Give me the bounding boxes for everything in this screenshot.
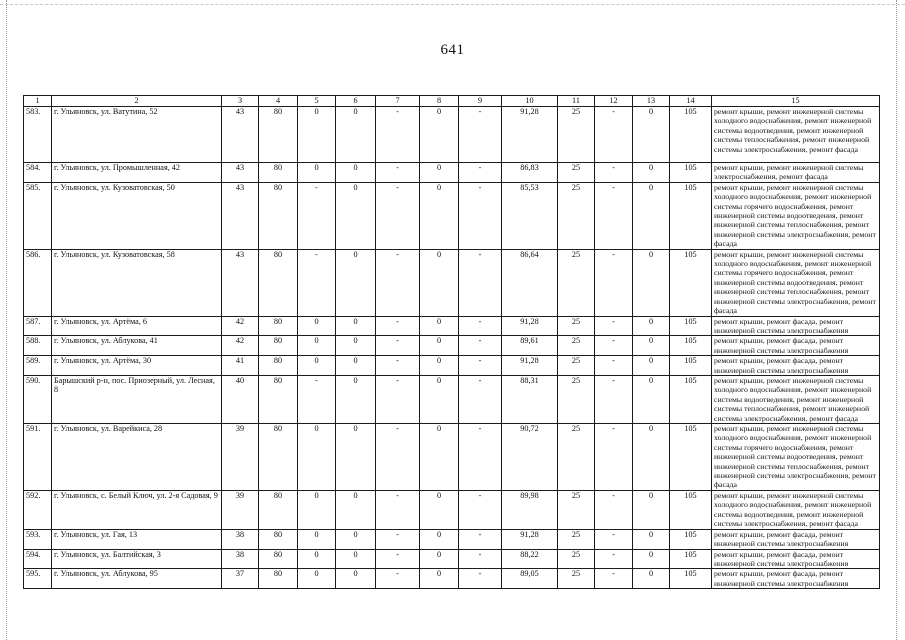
value-cell: 25 xyxy=(558,163,595,183)
value-cell: 0 xyxy=(633,356,670,376)
value-cell: 105 xyxy=(670,375,712,423)
value-cell: 0 xyxy=(298,549,336,569)
value-cell: 0 xyxy=(420,107,459,163)
table-row xyxy=(24,316,880,336)
value-cell: 43 xyxy=(222,163,259,183)
table-row xyxy=(24,529,880,549)
row-number: 588. xyxy=(24,336,52,356)
address-cell: г. Ульяновск, ул. Варейкиса, 28 xyxy=(52,423,222,490)
value-cell: 0 xyxy=(298,490,336,529)
works-cell: ремонт крыши, ремонт инженерной системы холодного водоснабжения, ремонт инженерной системы водоотведения, ремонт инженерной системы теплоснабжения, ремонт инженерной системы электроснабжения, ремонт фасада xyxy=(712,375,880,423)
value-cell: 25 xyxy=(558,529,595,549)
works-cell: ремонт крыши, ремонт фасада, ремонт инженерной системы электроснабжения xyxy=(712,356,880,376)
value-cell: 80 xyxy=(259,375,298,423)
value-cell: - xyxy=(595,107,633,163)
value-cell: 91,28 xyxy=(502,316,558,336)
column-header: 12 xyxy=(595,96,633,107)
address-cell: Барышский р-н, пос. Приозерный, ул. Лесная, 8 xyxy=(52,375,222,423)
value-cell: 0 xyxy=(420,529,459,549)
value-cell: 105 xyxy=(670,423,712,490)
value-cell: 25 xyxy=(558,316,595,336)
value-cell: 0 xyxy=(633,249,670,316)
value-cell: 43 xyxy=(222,107,259,163)
value-cell: 80 xyxy=(259,569,298,589)
address-cell: г. Ульяновск, ул. Аблукова, 95 xyxy=(52,569,222,589)
value-cell: 0 xyxy=(336,316,376,336)
value-cell: 0 xyxy=(298,163,336,183)
value-cell: 80 xyxy=(259,549,298,569)
value-cell: - xyxy=(595,375,633,423)
value-cell: 0 xyxy=(420,549,459,569)
table-row xyxy=(24,490,880,529)
address-cell: г. Ульяновск, ул. Кузоватовская, 50 xyxy=(52,182,222,249)
address-cell: г. Ульяновск, с. Белый Ключ, ул. 2-я Садовая, 9 xyxy=(52,490,222,529)
value-cell: 105 xyxy=(670,163,712,183)
value-cell: 80 xyxy=(259,316,298,336)
works-cell: ремонт крыши, ремонт инженерной системы холодного водоснабжения, ремонт инженерной системы водоотведения, ремонт инженерной системы электроснабжения, ремонт фасада xyxy=(712,490,880,529)
value-cell: 0 xyxy=(336,182,376,249)
column-header: 10 xyxy=(502,96,558,107)
value-cell: - xyxy=(595,569,633,589)
scan-top-edge xyxy=(0,4,905,5)
value-cell: 105 xyxy=(670,529,712,549)
value-cell: - xyxy=(459,336,502,356)
value-cell: 41 xyxy=(222,356,259,376)
value-cell: - xyxy=(376,549,420,569)
value-cell: 0 xyxy=(633,107,670,163)
value-cell: 25 xyxy=(558,569,595,589)
value-cell: 86,83 xyxy=(502,163,558,183)
works-cell: ремонт крыши, ремонт инженерной системы холодного водоснабжения, ремонт инженерной системы горячего водоснабжения, ремонт инженерной системы водоотведения, ремонт инженерной системы теплоснабжения, ремонт инженерной системы электроснабжения, ремонт фасада xyxy=(712,423,880,490)
value-cell: 0 xyxy=(298,423,336,490)
value-cell: 0 xyxy=(420,163,459,183)
value-cell: 80 xyxy=(259,182,298,249)
value-cell: - xyxy=(459,182,502,249)
row-number: 593. xyxy=(24,529,52,549)
column-header: 3 xyxy=(222,96,259,107)
value-cell: 25 xyxy=(558,549,595,569)
value-cell: 0 xyxy=(336,423,376,490)
value-cell: 0 xyxy=(420,375,459,423)
value-cell: 0 xyxy=(298,529,336,549)
scan-left-margin-line xyxy=(6,0,7,640)
column-header: 1 xyxy=(24,96,52,107)
value-cell: 0 xyxy=(633,375,670,423)
value-cell: - xyxy=(595,490,633,529)
value-cell: - xyxy=(595,163,633,183)
column-header: 6 xyxy=(336,96,376,107)
table-row xyxy=(24,107,880,163)
value-cell: - xyxy=(459,529,502,549)
value-cell: 105 xyxy=(670,182,712,249)
address-cell: г. Ульяновск, ул. Аблукова, 41 xyxy=(52,336,222,356)
value-cell: - xyxy=(376,490,420,529)
page-number: 641 xyxy=(440,42,465,58)
value-cell: 88,22 xyxy=(502,549,558,569)
row-number: 592. xyxy=(24,490,52,529)
row-number: 594. xyxy=(24,549,52,569)
table-row xyxy=(24,182,880,249)
row-number: 591. xyxy=(24,423,52,490)
value-cell: 37 xyxy=(222,569,259,589)
value-cell: 39 xyxy=(222,490,259,529)
value-cell: 105 xyxy=(670,107,712,163)
value-cell: - xyxy=(376,569,420,589)
column-header: 9 xyxy=(459,96,502,107)
value-cell: 0 xyxy=(336,375,376,423)
value-cell: 25 xyxy=(558,336,595,356)
value-cell: 0 xyxy=(336,569,376,589)
row-number: 595. xyxy=(24,569,52,589)
value-cell: - xyxy=(376,107,420,163)
column-header: 4 xyxy=(259,96,298,107)
value-cell: 105 xyxy=(670,356,712,376)
value-cell: - xyxy=(595,529,633,549)
value-cell: 0 xyxy=(420,423,459,490)
value-cell: - xyxy=(459,316,502,336)
works-cell: ремонт крыши, ремонт инженерной системы холодного водоснабжения, ремонт инженерной системы горячего водоснабжения, ремонт инженерной системы водоотведения, ремонт инженерной системы теплоснабжения, ремонт инженерной системы электроснабжения, ремонт фасада xyxy=(712,249,880,316)
row-number: 583. xyxy=(24,107,52,163)
column-header: 14 xyxy=(670,96,712,107)
value-cell: - xyxy=(376,375,420,423)
value-cell: - xyxy=(459,375,502,423)
value-cell: - xyxy=(459,423,502,490)
table-row xyxy=(24,423,880,490)
value-cell: 88,31 xyxy=(502,375,558,423)
value-cell: 91,28 xyxy=(502,529,558,549)
value-cell: 0 xyxy=(633,182,670,249)
value-cell: 25 xyxy=(558,423,595,490)
value-cell: 0 xyxy=(420,249,459,316)
value-cell: 105 xyxy=(670,569,712,589)
value-cell: 80 xyxy=(259,163,298,183)
value-cell: 43 xyxy=(222,182,259,249)
row-number: 587. xyxy=(24,316,52,336)
value-cell: 38 xyxy=(222,549,259,569)
address-cell: г. Ульяновск, ул. Ватутина, 52 xyxy=(52,107,222,163)
value-cell: 25 xyxy=(558,356,595,376)
value-cell: - xyxy=(459,549,502,569)
column-header: 5 xyxy=(298,96,336,107)
value-cell: 80 xyxy=(259,107,298,163)
works-cell: ремонт крыши, ремонт фасада, ремонт инженерной системы электроснабжения xyxy=(712,336,880,356)
value-cell: 0 xyxy=(420,356,459,376)
value-cell: 0 xyxy=(298,336,336,356)
value-cell: 0 xyxy=(298,316,336,336)
value-cell: - xyxy=(298,375,336,423)
value-cell: 25 xyxy=(558,375,595,423)
column-header: 15 xyxy=(712,96,880,107)
value-cell: 89,98 xyxy=(502,490,558,529)
value-cell: - xyxy=(298,249,336,316)
table-row xyxy=(24,336,880,356)
value-cell: - xyxy=(459,249,502,316)
table-row xyxy=(24,249,880,316)
value-cell: 0 xyxy=(420,336,459,356)
column-header: 7 xyxy=(376,96,420,107)
value-cell: 0 xyxy=(633,490,670,529)
value-cell: - xyxy=(459,490,502,529)
column-header: 8 xyxy=(420,96,459,107)
works-cell: ремонт крыши, ремонт фасада, ремонт инженерной системы электроснабжения xyxy=(712,316,880,336)
works-cell: ремонт крыши, ремонт фасада, ремонт инженерной системы электроснабжения xyxy=(712,569,880,589)
address-cell: г. Ульяновск, ул. Кузоватовская, 58 xyxy=(52,249,222,316)
row-number: 585. xyxy=(24,182,52,249)
address-cell: г. Ульяновск, ул. Артёма, 6 xyxy=(52,316,222,336)
value-cell: 0 xyxy=(633,163,670,183)
value-cell: - xyxy=(376,356,420,376)
value-cell: 80 xyxy=(259,529,298,549)
value-cell: 105 xyxy=(670,549,712,569)
works-cell: ремонт крыши, ремонт инженерной системы холодного водоснабжения, ремонт инженерной системы водоотведения, ремонт инженерной системы теплоснабжения, ремонт инженерной системы электроснабжения, ремонт фасада xyxy=(712,107,880,163)
value-cell: 0 xyxy=(336,249,376,316)
value-cell: 80 xyxy=(259,249,298,316)
value-cell: - xyxy=(376,529,420,549)
value-cell: - xyxy=(595,356,633,376)
value-cell: - xyxy=(376,423,420,490)
value-cell: 0 xyxy=(336,163,376,183)
value-cell: - xyxy=(376,163,420,183)
value-cell: 91,28 xyxy=(502,107,558,163)
value-cell: - xyxy=(459,163,502,183)
value-cell: 80 xyxy=(259,490,298,529)
value-cell: - xyxy=(376,249,420,316)
row-number: 584. xyxy=(24,163,52,183)
value-cell: 25 xyxy=(558,490,595,529)
value-cell: 39 xyxy=(222,423,259,490)
table-row xyxy=(24,569,880,589)
value-cell: - xyxy=(595,549,633,569)
column-header: 11 xyxy=(558,96,595,107)
column-header: 2 xyxy=(52,96,222,107)
value-cell: 0 xyxy=(336,549,376,569)
value-cell: 89,05 xyxy=(502,569,558,589)
value-cell: 85,53 xyxy=(502,182,558,249)
address-cell: г. Ульяновск, ул. Гая, 13 xyxy=(52,529,222,549)
value-cell: 0 xyxy=(420,490,459,529)
address-cell: г. Ульяновск, ул. Артёма, 30 xyxy=(52,356,222,376)
value-cell: 0 xyxy=(633,336,670,356)
value-cell: 42 xyxy=(222,316,259,336)
value-cell: - xyxy=(376,316,420,336)
value-cell: - xyxy=(376,182,420,249)
value-cell: 105 xyxy=(670,336,712,356)
value-cell: 0 xyxy=(633,423,670,490)
value-cell: 80 xyxy=(259,423,298,490)
value-cell: 105 xyxy=(670,249,712,316)
value-cell: 25 xyxy=(558,107,595,163)
value-cell: 38 xyxy=(222,529,259,549)
value-cell: - xyxy=(595,336,633,356)
value-cell: 0 xyxy=(336,529,376,549)
value-cell: 89,61 xyxy=(502,336,558,356)
value-cell: 86,64 xyxy=(502,249,558,316)
value-cell: 0 xyxy=(420,569,459,589)
address-cell: г. Ульяновск, ул. Промышленная, 42 xyxy=(52,163,222,183)
value-cell: - xyxy=(595,182,633,249)
value-cell: - xyxy=(595,316,633,336)
value-cell: 0 xyxy=(420,316,459,336)
repair-program-table xyxy=(23,95,880,589)
value-cell: 25 xyxy=(558,249,595,316)
value-cell: 0 xyxy=(336,336,376,356)
value-cell: - xyxy=(595,249,633,316)
value-cell: - xyxy=(459,107,502,163)
table-row xyxy=(24,163,880,183)
value-cell: 42 xyxy=(222,336,259,356)
value-cell: 43 xyxy=(222,249,259,316)
value-cell: 0 xyxy=(633,316,670,336)
value-cell: 80 xyxy=(259,336,298,356)
value-cell: 0 xyxy=(633,569,670,589)
table-row xyxy=(24,356,880,376)
value-cell: 0 xyxy=(633,529,670,549)
column-header: 13 xyxy=(633,96,670,107)
row-number: 589. xyxy=(24,356,52,376)
value-cell: - xyxy=(595,423,633,490)
value-cell: - xyxy=(459,356,502,376)
works-cell: ремонт крыши, ремонт фасада, ремонт инженерной системы электроснабжения xyxy=(712,549,880,569)
value-cell: 0 xyxy=(298,569,336,589)
value-cell: 25 xyxy=(558,182,595,249)
address-cell: г. Ульяновск, ул. Балтийская, 3 xyxy=(52,549,222,569)
value-cell: 105 xyxy=(670,490,712,529)
scan-right-margin-line xyxy=(896,0,897,640)
table-row xyxy=(24,375,880,423)
value-cell: - xyxy=(459,569,502,589)
value-cell: 91,28 xyxy=(502,356,558,376)
value-cell: 0 xyxy=(633,549,670,569)
value-cell: 0 xyxy=(336,490,376,529)
row-number: 586. xyxy=(24,249,52,316)
value-cell: - xyxy=(376,336,420,356)
value-cell: - xyxy=(298,182,336,249)
value-cell: 0 xyxy=(420,182,459,249)
value-cell: 0 xyxy=(298,107,336,163)
works-cell: ремонт крыши, ремонт фасада, ремонт инженерной системы электроснабжения xyxy=(712,529,880,549)
table-header-row xyxy=(24,96,880,107)
row-number: 590. xyxy=(24,375,52,423)
value-cell: 80 xyxy=(259,356,298,376)
works-cell: ремонт крыши, ремонт инженерной системы электроснабжения, ремонт фасада xyxy=(712,163,880,183)
value-cell: 0 xyxy=(336,107,376,163)
value-cell: 105 xyxy=(670,316,712,336)
value-cell: 0 xyxy=(298,356,336,376)
works-cell: ремонт крыши, ремонт инженерной системы холодного водоснабжения, ремонт инженерной системы горячего водоснабжения, ремонт инженерной системы водоотведения, ремонт инженерной системы теплоснабжения, ремонт инженерной системы электроснабжения, ремонт фасада xyxy=(712,182,880,249)
value-cell: 0 xyxy=(336,356,376,376)
value-cell: 40 xyxy=(222,375,259,423)
value-cell: 90,72 xyxy=(502,423,558,490)
table-row xyxy=(24,549,880,569)
